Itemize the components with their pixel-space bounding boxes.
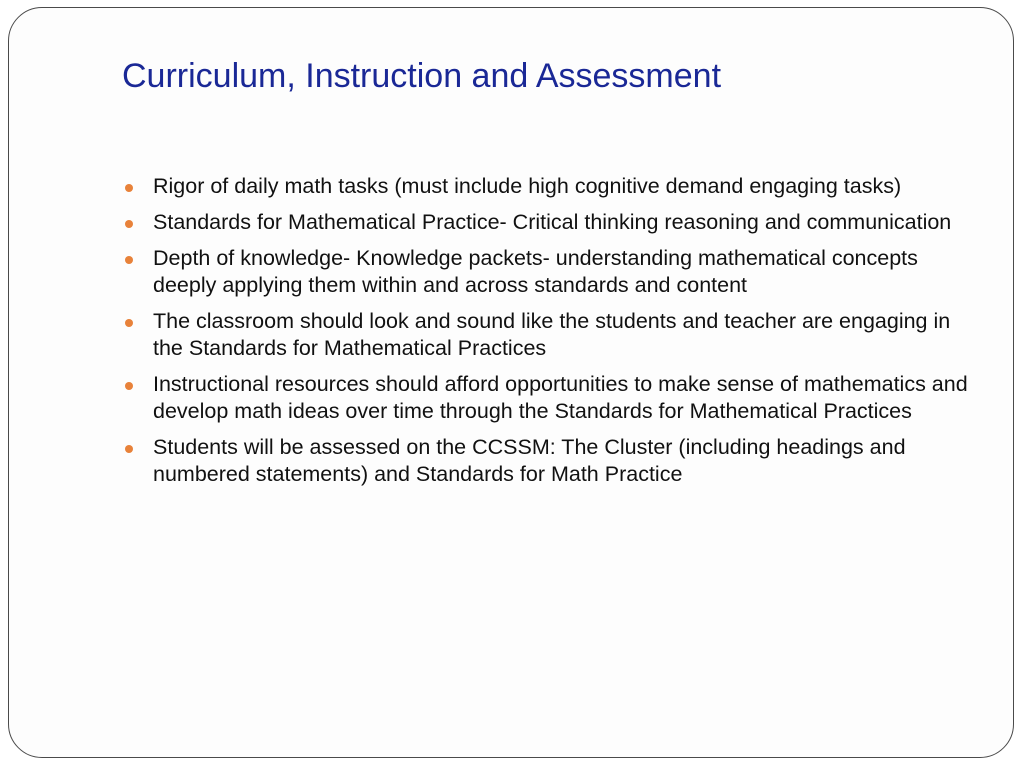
bullet-icon: [125, 184, 133, 192]
list-item: [123, 245, 983, 299]
list-item: [123, 371, 983, 425]
list-item: [123, 209, 983, 236]
bullet-icon: [125, 382, 133, 390]
bullet-text: Rigor of daily math tasks (must include high cognitive demand engaging tasks): [153, 174, 902, 198]
list-item: [123, 434, 983, 488]
list-item: [123, 308, 983, 362]
list-item: [123, 173, 983, 200]
bullet-text: Depth of knowledge- Knowledge packets- understanding mathematical concepts deeply applying them within and across standards and content: [153, 246, 918, 297]
bullet-text: Standards for Mathematical Practice- Critical thinking reasoning and communication: [153, 210, 952, 234]
bullet-icon: [125, 319, 133, 327]
bullet-icon: [125, 445, 133, 453]
slide-title: Curriculum, Instruction and Assessment: [122, 57, 722, 95]
bullet-icon: [125, 256, 133, 264]
bullet-list: [123, 173, 983, 497]
bullet-text: Students will be assessed on the CCSSM: The Cluster (including headings and numbered statements) and Standards for Math Practice: [153, 435, 906, 486]
slide-frame: [8, 7, 1014, 758]
bullet-text: Instructional resources should afford opportunities to make sense of mathematics and develop math ideas over time through the Standards for Mathematical Practices: [153, 372, 968, 423]
bullet-text: The classroom should look and sound like the students and teacher are engaging in the Standards for Mathematical Practices: [153, 309, 951, 360]
bullet-icon: [125, 220, 133, 228]
